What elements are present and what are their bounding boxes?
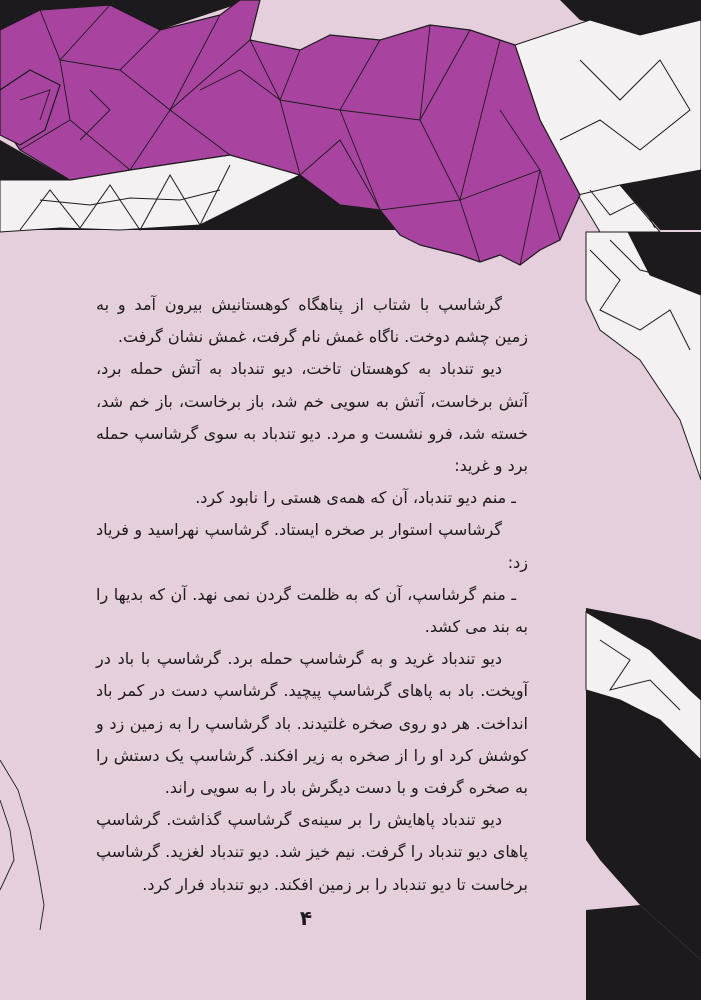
dialogue-line: ـ منم گرشاسپ، آن که به ظلمت گردن نمی نهد. آن که بدیها را به بند می کشد. bbox=[96, 584, 528, 637]
paragraph: دیو تندباد غرید و به گرشاسپ حمله برد. گرشاسپ با باد در آویخت. باد به پاهای گرشاسپ پیچید. گرشاسپ دست در کمر باد انداخت. هر دو روی صخره غلتیدند. باد گرشاسپ را به زمین زد و کوشش کرد او را از صخره به زیر افکند. گرشاسپ یک دستش را به صخره گرفت و با دست دیگرش باد را به سویی راند. bbox=[96, 649, 528, 798]
dialogue-line: ـ منم دیو تندباد، آن که همه‌ی هستی را نابود کرد. bbox=[195, 488, 516, 508]
paragraph: گرشاسپ با شتاب از پناهگاه کوهستانیش بیرون آمد و به زمین چشم دوخت. ناگاه غمش نام گرفت، غمش نشان گرفت. bbox=[96, 295, 528, 347]
paragraph: دیو تندباد به کوهستان تاخت، دیو تندباد به آتش حمله برد، آتش برخاست، آتش به سویی خم شد، باز برخاست، باز خم شد، خسته شد، فرو نشست و مرد. دیو تندباد به سوی گرشاسپ حمله برد و غرید: bbox=[96, 359, 528, 476]
story-text bbox=[96, 289, 528, 901]
paragraph: دیو تندباد پاهایش را بر سینه‌ی گرشاسپ گذاشت. گرشاسپ پاهای دیو تندباد را گرفت. نیم خیز شد. دیو تندباد لغزید. گرشاسپ برخاست تا دیو تندباد را بر زمین افکند. دیو تندباد فرار کرد. bbox=[96, 810, 528, 894]
page-number: ۴ bbox=[299, 906, 313, 930]
paragraph: گرشاسپ استوار بر صخره ایستاد. گرشاسپ نهراسید و فریاد زد: bbox=[96, 520, 528, 572]
